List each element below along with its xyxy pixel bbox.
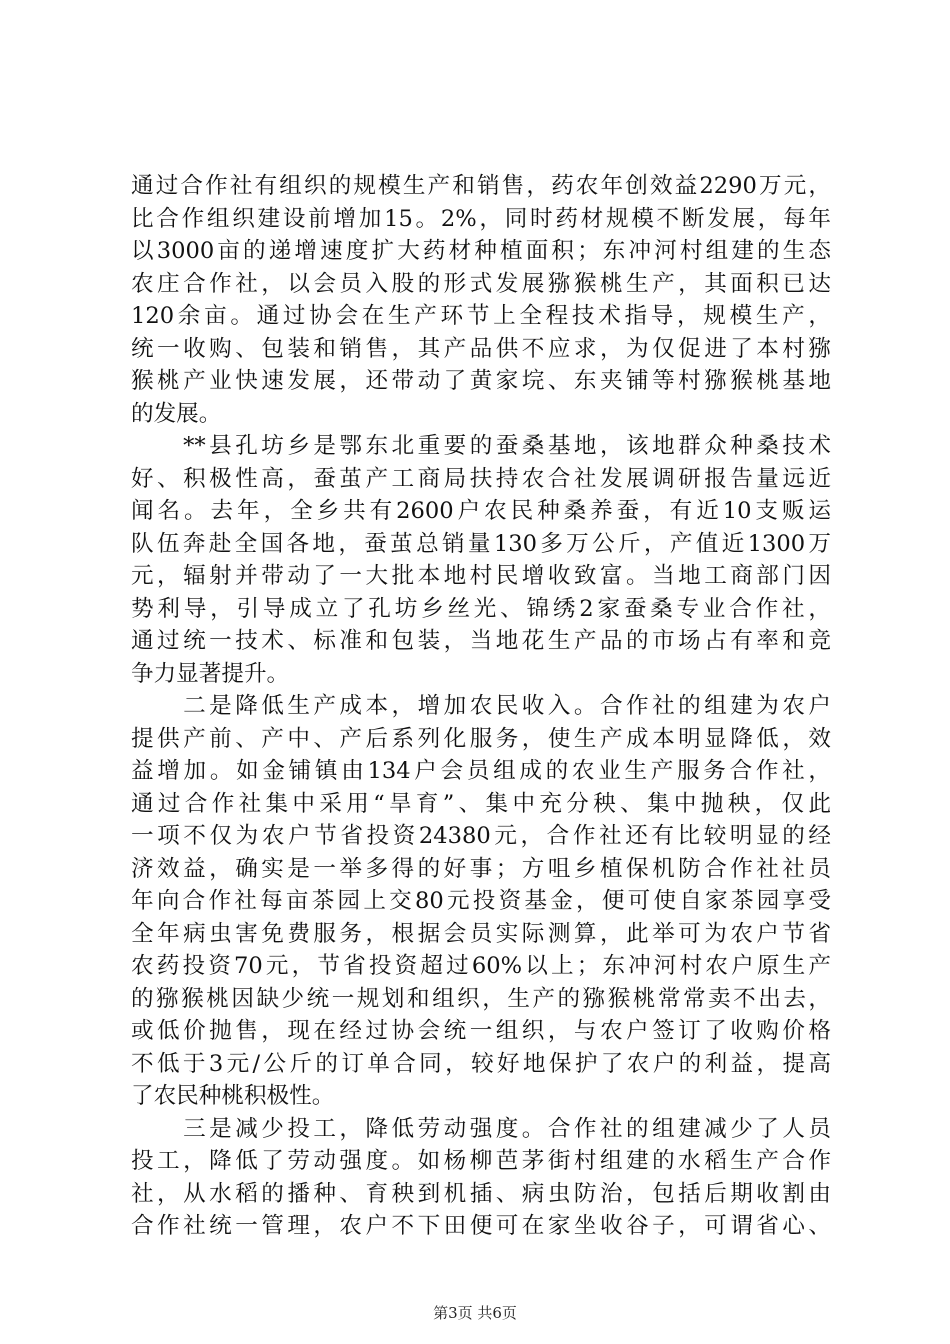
document-body xyxy=(131,170,831,1243)
text-line: 农药投资70元，节省投资超过60%以上；东冲河村农户原生产 xyxy=(131,953,831,979)
text-line: 投工，降低了劳动强度。如杨柳芭茅街村组建的水稻生产合作 xyxy=(131,1148,831,1174)
text-line: 以3000亩的递增速度扩大药材种植面积；东冲河村组建的生态 xyxy=(131,238,831,264)
page-number: 第3页 共6页 xyxy=(433,1304,517,1322)
text-line: 好、积极性高，蚕茧产工商局扶持农合社发展调研报告量远近 xyxy=(131,465,831,492)
text-line: 全年病虫害免费服务，根据会员实际测算，此举可为农户节省 xyxy=(131,920,831,947)
page-footer xyxy=(0,1302,950,1323)
text-line: 闻名。去年，全乡共有2600户农民种桑养蚕，有近10支贩运 xyxy=(131,498,831,524)
text-line: 三是减少投工，降低劳动强度。合作社的组建减少了人员 xyxy=(131,1115,831,1142)
text-line: 社，从水稻的播种、育秧到机插、病虫防治，包括后期收割由 xyxy=(131,1180,831,1207)
text-line: 合作社统一管理，农户不下田便可在家坐收谷子，可谓省心、 xyxy=(131,1213,831,1239)
paragraph-herbal-cooperative xyxy=(131,170,831,430)
text-line: 的猕猴桃因缺少统一规划和组织，生产的猕猴桃常常卖不出去， xyxy=(131,985,831,1012)
text-line: 通过统一技术、标准和包装，当地花生产品的市场占有率和竞 xyxy=(131,628,831,654)
text-line: 不低于3元/公斤的订单合同，较好地保护了农户的利益，提高 xyxy=(131,1050,831,1077)
paragraph-reduce-labor xyxy=(131,1113,831,1243)
text-line: 益增加。如金铺镇由134户会员组成的农业生产服务合作社， xyxy=(131,758,831,784)
text-line: 统一收购、包装和销售，其产品供不应求，为仅促进了本村猕 xyxy=(131,335,831,362)
text-line: 了农民种桃积极性。 xyxy=(131,1083,335,1109)
text-line: 队伍奔赴全国各地，蚕茧总销量130多万公斤，产值近1300万 xyxy=(131,530,831,557)
text-line: 的发展。 xyxy=(131,400,222,427)
text-line: 比合作组织建设前增加15。2%，同时药材规模不断发展，每年 xyxy=(131,205,831,232)
paragraph-sericulture xyxy=(131,430,831,690)
text-line: 元，辐射并带动了一大批本地村民增收致富。当地工商部门因 xyxy=(131,563,831,589)
text-line: 猴桃产业快速发展，还带动了黄家垸、东夹铺等村猕猴桃基地 xyxy=(131,368,831,394)
text-line: 农庄合作社，以会员入股的形式发展猕猴桃生产，其面积已达 xyxy=(131,270,831,297)
paragraph-reduce-cost xyxy=(131,690,831,1113)
text-line: **县孔坊乡是鄂东北重要的蚕桑基地，该地群众种桑技术 xyxy=(131,433,831,459)
text-line: 年向合作社每亩茶园上交80元投资基金，便可使自家茶园享受 xyxy=(131,888,831,914)
text-line: 势利导，引导成立了孔坊乡丝光、锦绣2家蚕桑专业合作社， xyxy=(131,595,831,622)
text-line: 提供产前、产中、产后系列化服务，使生产成本明显降低，效 xyxy=(131,725,831,752)
text-line: 通过合作社集中采用“旱育”、集中充分秧、集中抛秧，仅此 xyxy=(131,790,831,817)
text-line: 120余亩。通过协会在生产环节上全程技术指导，规模生产， xyxy=(131,303,831,329)
text-line: 或低价抛售，现在经过协会统一组织，与农户签订了收购价格 xyxy=(131,1018,831,1044)
text-line: 二是降低生产成本，增加农民收入。合作社的组建为农户 xyxy=(131,693,831,719)
text-line: 济效益，确实是一举多得的好事；方咀乡植保机防合作社社员 xyxy=(131,855,831,882)
text-line: 争力显著提升。 xyxy=(131,660,290,687)
text-line: 通过合作社有组织的规模生产和销售，药农年创效益2290万元， xyxy=(131,173,831,199)
text-line: 一项不仅为农户节省投资24380元，合作社还有比较明显的经 xyxy=(131,823,831,849)
